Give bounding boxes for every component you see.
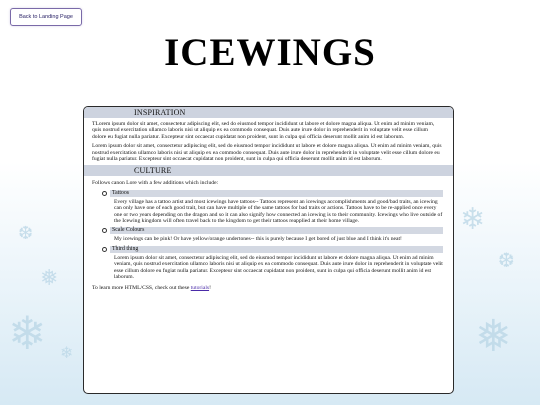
snowflake-icon: ❄ bbox=[460, 202, 486, 237]
list-item bbox=[110, 190, 443, 225]
footer-prefix: To learn more HTML/CSS, check out these bbox=[92, 284, 191, 291]
footer-text bbox=[92, 285, 445, 291]
list-item bbox=[110, 227, 443, 242]
item-text-tattoos: Every village has a tattoo artist and most icewings have tattoos-- Tattoos represent an icewings accomplishments and good/bad traits, an icewing can only have one of each good trait, but can have multiple of the same tattoos for bad traits or actions. Tattoos have to be re-applied once every one or two years depending on the dragon and so it can also signify how connected an icewing is to their community. Icewings who live outside of the Icewing kingdom will often travel back to the kingdom to get their tattoos reapplied at their home village. bbox=[114, 198, 443, 225]
inspiration-paragraph-1: TLorem ipsum dolor sit amet, consectetur adipiscing elit, sed do eiusmod tempor incididunt ut labore et dolore magna aliqua. Ut enim ad minim veniam, quis nostrud exercitation ullamco laboris nisi ut aliquip ex ea commodo consequat. Duis aute irure dolor in reprehenderit in voluptate velit esse cillum dolore eu fugiat nulla pariatur. Excepteur sint occaecat cupidatat non proident, sunt in culpa qui officia deserunt mollit anim id est laborum. bbox=[92, 121, 435, 140]
snowflake-icon: ❆ bbox=[18, 223, 34, 244]
snowflake-icon: ❄ bbox=[60, 343, 74, 362]
item-text-scale-colours: My icewings can be pink! Or have yellow/orange undertones-- this is purely because I get bored of just blue and I think it's neat! bbox=[114, 236, 402, 243]
back-to-landing-button[interactable]: Back to Landing Page bbox=[10, 8, 82, 26]
snowflake-icon: ❅ bbox=[475, 311, 512, 362]
culture-list bbox=[110, 190, 443, 281]
tutorials-link[interactable]: tutorials bbox=[190, 284, 210, 291]
snowflake-icon: ❅ bbox=[40, 266, 59, 291]
circle-bullet-icon bbox=[102, 191, 107, 196]
inspiration-paragraph-2: Lorem ipsum dolor sit amet, consectetur adipiscing elit, sed do eiusmod tempor incididunt ut labore et dolore magna aliqua. Ut enim ad minim veniam, quis nostrud exercitation ullamco laboris nisi ut aliquip ex ea commodo consequat. Duis aute irure dolor in reprehenderit in voluptate velit esse cillum dolore eu fugiat nulla pariatur. Excepteur sint occaecat cupidatat non proident, sunt in culpa qui officia deserunt mollit anim id est laborum. bbox=[92, 143, 442, 163]
page-title: ICEWINGS bbox=[164, 31, 376, 74]
item-title-scale-colours: Scale Colours bbox=[110, 227, 443, 234]
snowflake-icon: ❆ bbox=[498, 248, 515, 272]
list-item bbox=[110, 246, 443, 281]
item-text-third-thing: Lorem ipsum dolor sit amet, consectetur adipiscing elit, sed do eiusmod tempor incididunt ut labore et dolore magna aliqua. Ut enim ad minim veniam, quis nostrud exercitation ullamco laboris nisi ut aliquip ex ea commodo consequat. Duis aute irure dolor in reprehenderit in voluptate velit esse cillum dolore eu fugiat nulla pariatur. Excepteur sint occaecat cupidatat non proident, sunt in culpa qui officia deserunt mollit anim id est laborum. bbox=[114, 254, 443, 281]
culture-intro: Follows canon Lore with a few additions which include: bbox=[92, 180, 219, 187]
section-header-culture: CULTURE bbox=[84, 165, 453, 176]
snowflake-icon: ❄ bbox=[8, 306, 47, 360]
content-card bbox=[83, 106, 454, 394]
item-title-third-thing: Third thing bbox=[110, 246, 443, 253]
item-title-tattoos: Tattoos bbox=[110, 190, 443, 197]
circle-bullet-icon bbox=[102, 228, 107, 233]
section-header-inspiration: INSPIRATION bbox=[84, 107, 453, 118]
footer-suffix: ! bbox=[209, 284, 211, 291]
circle-bullet-icon bbox=[102, 247, 107, 252]
